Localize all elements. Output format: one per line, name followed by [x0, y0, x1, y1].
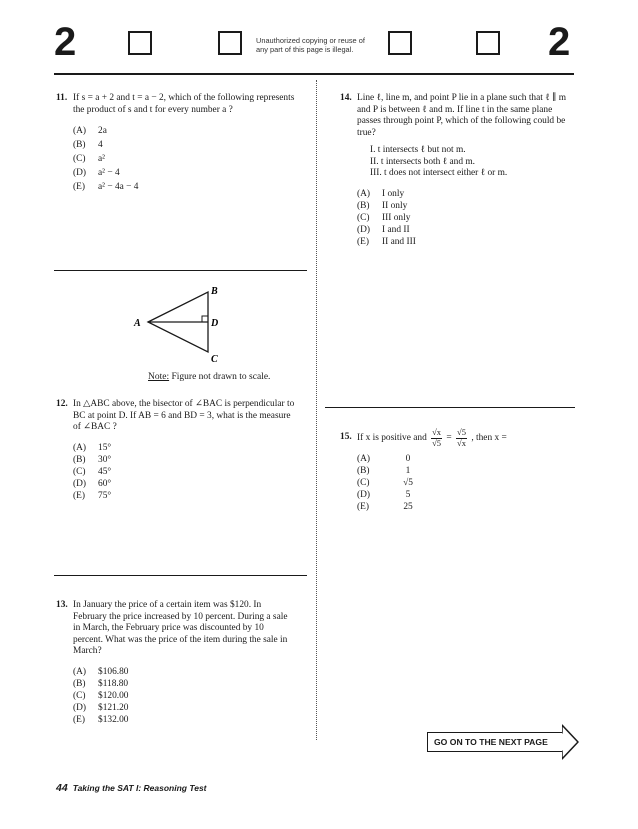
- header-square-3: [388, 31, 412, 55]
- header-square-1: [128, 31, 152, 55]
- answer-choice-c[interactable]: (C) 45°: [73, 466, 112, 477]
- answer-choice-b[interactable]: (B) 1: [357, 466, 411, 476]
- figure-note: Note: Figure not drawn to scale.: [148, 372, 271, 382]
- answer-choices: [73, 666, 296, 726]
- answer-choice-a[interactable]: (A) I only: [357, 188, 405, 199]
- answer-choice-d[interactable]: (D) $121.20: [73, 702, 129, 713]
- question-number: 15.: [340, 432, 352, 442]
- answer-choice-d[interactable]: (D) 5: [357, 490, 411, 500]
- answer-choice-c[interactable]: (C) a²: [73, 154, 105, 164]
- section-number-left: 2: [54, 20, 77, 64]
- vertex-label-c: C: [211, 354, 218, 365]
- fraction-sqrt-x-over-sqrt-5: $\frac{√x}{√5}$: [432, 427, 442, 448]
- question-15: [340, 428, 578, 513]
- question-11: [56, 93, 304, 194]
- question-13: [56, 600, 296, 726]
- question-stem: In △ABC above, the bisector of ∠BAC is perpendicular to BC at point D. If AB = 6 and BD = 3, what is the measure of ∠BAC ?: [73, 399, 295, 432]
- vertex-label-a: A: [134, 318, 141, 329]
- answer-choices: [357, 188, 578, 248]
- statement-ii: II. t intersects both ℓ and m.: [370, 156, 475, 167]
- question-12: [56, 399, 296, 502]
- answer-choice-d[interactable]: (D) a² − 4: [73, 168, 120, 178]
- answer-choice-a[interactable]: (A) 0: [357, 454, 411, 464]
- answer-choice-b[interactable]: (B) II only: [357, 200, 408, 211]
- answer-choice-c[interactable]: (C) III only: [357, 212, 411, 223]
- book-title: Taking the SAT I: Reasoning Test: [72, 783, 207, 793]
- header-square-2: [218, 31, 242, 55]
- separator-12-13: [54, 575, 307, 576]
- answer-choice-b[interactable]: (B) 4: [73, 140, 103, 150]
- answer-choices: [73, 124, 304, 194]
- question-number: 14.: [340, 93, 352, 103]
- answer-choice-b[interactable]: (B) 30°: [73, 454, 112, 465]
- answer-choice-c[interactable]: (C) $120.00: [73, 690, 129, 701]
- answer-choices: [357, 453, 578, 513]
- question-14: [340, 93, 578, 248]
- section-number-right: 2: [548, 20, 571, 64]
- arrow-right-icon: [562, 724, 580, 760]
- copyright-notice: Unauthorized copying or reuse of any part of this page is illegal.: [256, 36, 365, 54]
- question-stem: If s = a + 2 and t = a − 2, which of the following represents the product of s and t for every number a ?: [73, 93, 295, 115]
- answer-choice-e[interactable]: (E) II and III: [357, 236, 416, 247]
- question-number: 12.: [56, 399, 68, 409]
- fraction-sqrt-5-over-sqrt-x: $\frac{√5}{√x}$: [457, 427, 466, 448]
- go-on-next-page-button[interactable]: GO ON TO THE NEXT PAGE: [427, 732, 569, 752]
- right-angle-mark: [202, 316, 208, 322]
- roman-numeral-statements: [370, 145, 578, 180]
- answer-choice-b[interactable]: (B) $118.80: [73, 678, 129, 689]
- answer-choice-c[interactable]: (C) √5: [357, 478, 413, 488]
- statement-iii: III. t does not intersect either ℓ or m.: [370, 168, 508, 178]
- page-footer: [56, 782, 207, 794]
- answer-choice-a[interactable]: (A) 15°: [73, 442, 112, 453]
- answer-choice-e[interactable]: (E) a² − 4a − 4: [73, 182, 139, 192]
- separator-14-15: [325, 407, 575, 408]
- question-stem: If x is positive and $\frac{√x}{√5}$ = $\frac{√5}{√x}$ , then x =: [357, 427, 507, 448]
- question-stem: In January the price of a certain item was $120. In February the price increased by 10 percent. During a sale in March, the February price was discounted by 10 percent. What was the price of the item during the sale in March?: [73, 600, 288, 656]
- question-number: 13.: [56, 600, 68, 610]
- answer-choice-e[interactable]: (E) 25: [357, 502, 413, 512]
- point-label-d: D: [211, 318, 219, 329]
- answer-choice-a[interactable]: (A) 2a: [73, 126, 107, 136]
- answer-choice-e[interactable]: (E) $132.00: [73, 714, 129, 725]
- header-rule: [54, 73, 574, 75]
- vertex-label-b: B: [211, 286, 218, 297]
- column-divider: [316, 80, 317, 740]
- answer-choice-d[interactable]: (D) 60°: [73, 478, 112, 489]
- question-stem: Line ℓ, line m, and point P lie in a plane such that ℓ ∥ m and P is between ℓ and m. If line t in the same plane passes through point P, which of the following could be true?: [357, 93, 567, 138]
- separator-11-12: [54, 270, 307, 271]
- question-number: 11.: [56, 93, 68, 103]
- answer-choice-e[interactable]: (E) 75°: [73, 490, 112, 501]
- header-square-4: [476, 31, 500, 55]
- statement-i: I. t intersects ℓ but not m.: [370, 145, 466, 155]
- answer-choices: [73, 442, 296, 502]
- page-number: 44: [56, 782, 68, 794]
- answer-choice-a[interactable]: (A) $106.80: [73, 666, 129, 677]
- answer-choice-d[interactable]: (D) I and II: [357, 224, 410, 235]
